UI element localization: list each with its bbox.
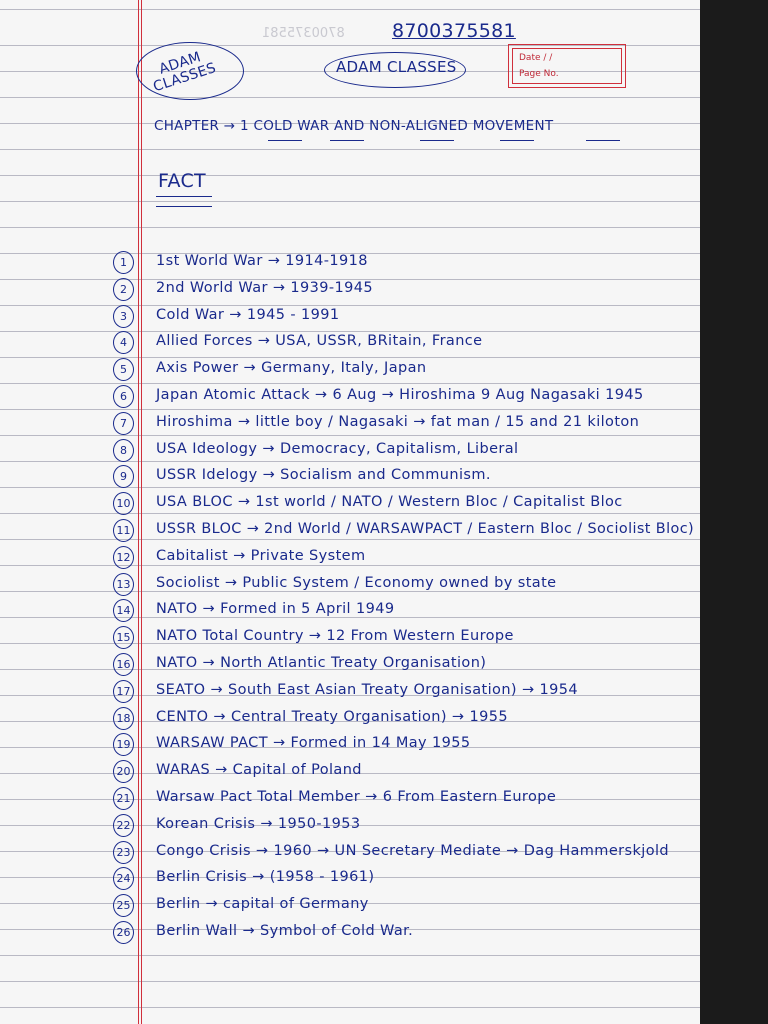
page-number-label: Page No. <box>519 69 559 79</box>
fact-text: Allied Forces → USA, USSR, BRitain, France <box>156 333 483 350</box>
fact-text: USSR BLOC → 2nd World / WARSAWPACT / Eastern Bloc / Sociolist Bloc) <box>156 521 695 537</box>
fact-number: 17 <box>113 680 134 703</box>
chapter-title: CHAPTER → 1 COLD WAR AND NON-ALIGNED MOVEMENT <box>154 118 554 134</box>
fact-text: NATO → North Atlantic Treaty Organisation) <box>156 655 487 671</box>
date-box <box>508 44 626 88</box>
date-label: Date / / <box>519 53 553 63</box>
fact-text: USA BLOC → 1st world / NATO / Western Bloc / Capitalist Bloc <box>156 494 623 511</box>
logo-text: ADAM CLASSES <box>151 49 219 96</box>
fact-number: 3 <box>113 305 134 328</box>
phone-number: 8700375581 <box>392 20 516 42</box>
fact-number: 22 <box>113 814 134 837</box>
fact-text: WARSAW PACT → Formed in 14 May 1955 <box>156 735 471 752</box>
fact-text: USSR Idelogy → Socialism and Communism. <box>156 467 491 484</box>
fact-text: Berlin Wall → Symbol of Cold War. <box>156 923 414 939</box>
fact-text: Japan Atomic Attack → 6 Aug → Hiroshima 9 Aug Nagasaki 1945 <box>156 387 644 403</box>
fact-number: 12 <box>113 546 134 569</box>
fact-text: 2nd World War → 1939-1945 <box>156 279 374 296</box>
fact-number: 18 <box>113 707 134 730</box>
fact-number: 15 <box>113 626 134 649</box>
fact-number: 20 <box>113 760 134 783</box>
fact-number: 2 <box>113 278 134 301</box>
fact-text: Berlin Crisis → (1958 - 1961) <box>156 869 375 886</box>
fact-number: 26 <box>113 921 134 944</box>
fact-number: 14 <box>113 599 134 622</box>
fact-text: Cold War → 1945 - 1991 <box>156 306 340 323</box>
fact-text: 1st World War → 1914-1918 <box>156 253 368 269</box>
fact-text: SEATO → South East Asian Treaty Organisation) → 1954 <box>156 681 579 698</box>
fact-text: Korean Crisis → 1950-1953 <box>156 815 361 832</box>
fact-number: 25 <box>113 894 134 917</box>
fact-text: Hiroshima → little boy / Nagasaki → fat man / 15 and 21 kiloton <box>156 413 640 430</box>
fact-number: 11 <box>113 519 134 542</box>
bleed-through-mark: 8700375581 <box>262 26 345 41</box>
section-title: FACT <box>158 170 206 192</box>
heading-underline <box>586 140 620 141</box>
margin-line <box>138 0 139 1024</box>
fact-text: Sociolist → Public System / Economy owned by state <box>156 574 557 591</box>
heading-underline <box>330 140 364 141</box>
fact-number: 24 <box>113 867 134 890</box>
fact-text: USA Ideology → Democracy, Capitalism, Liberal <box>156 440 519 457</box>
fact-text: Berlin → capital of Germany <box>156 896 369 913</box>
fact-number: 13 <box>113 573 134 596</box>
heading-underline <box>500 140 534 141</box>
fact-number: 23 <box>113 841 134 864</box>
margin-line <box>141 0 142 1024</box>
fact-number: 1 <box>113 251 134 274</box>
fact-number: 19 <box>113 733 134 756</box>
fact-number: 7 <box>113 412 134 435</box>
fact-text: NATO Total Country → 12 From Western Europe <box>156 628 514 645</box>
fact-number: 9 <box>113 465 134 488</box>
section-title-underline <box>156 196 212 207</box>
fact-text: Cabitalist → Private System <box>156 547 366 564</box>
heading-underline <box>420 140 454 141</box>
fact-text: NATO → Formed in 5 April 1949 <box>156 601 395 618</box>
fact-number: 8 <box>113 439 134 462</box>
fact-number: 16 <box>113 653 134 676</box>
fact-text: Axis Power → Germany, Italy, Japan <box>156 360 427 377</box>
fact-text: Congo Crisis → 1960 → UN Secretary Mediate → Dag Hammerskjold <box>156 842 670 859</box>
fact-number: 4 <box>113 331 134 354</box>
brand-badge-text: ADAM CLASSES <box>336 58 457 76</box>
heading-underline <box>268 140 302 141</box>
fact-number: 5 <box>113 358 134 381</box>
fact-number: 21 <box>113 787 134 810</box>
fact-text: Warsaw Pact Total Member → 6 From Eastern Europe <box>156 789 557 805</box>
fact-text: WARAS → Capital of Poland <box>156 762 362 779</box>
fact-text: CENTO → Central Treaty Organisation) → 1955 <box>156 708 508 725</box>
fact-number: 10 <box>113 492 134 515</box>
fact-number: 6 <box>113 385 134 408</box>
